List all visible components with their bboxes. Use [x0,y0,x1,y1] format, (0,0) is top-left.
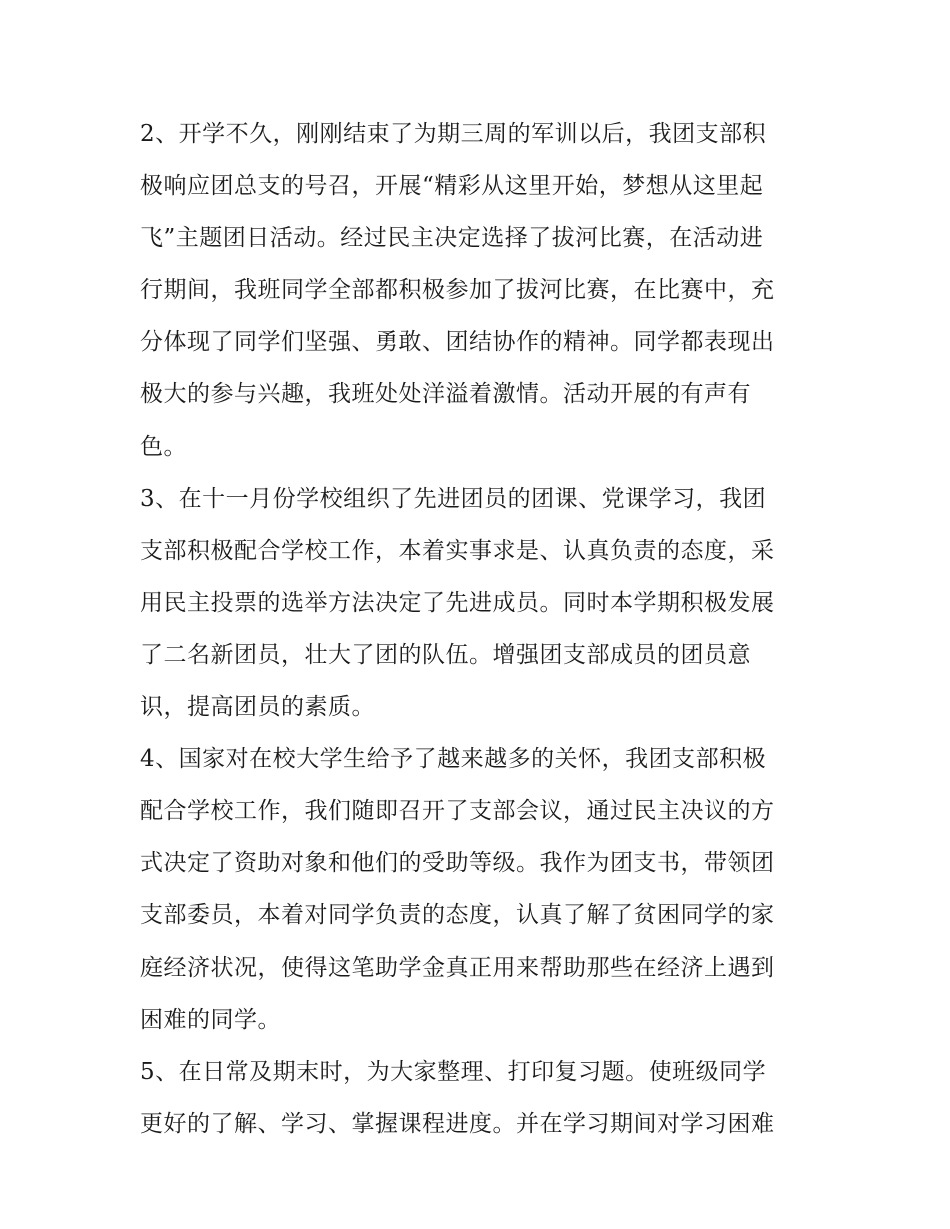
text-line: 了二名新团员，壮大了团的队伍。增强团支部成员的团员意 [140,641,751,668]
text-line: 飞”主题团日活动。经过民主决定选择了拔河比赛，在活动进 [140,225,764,252]
text-line: 用民主投票的选举方法决定了先进成员。同时本学期积极发展 [140,589,775,616]
text-line: 极响应团总支的号召，开展“精彩从这里开始，梦想从这里起 [140,173,764,200]
text-line: 支部积极配合学校工作，本着实事求是、认真负责的态度，采 [140,537,775,564]
text-line: 配合学校工作，我们随即召开了支部会议，通过民主决议的方 [140,798,775,825]
document-body [140,108,820,1150]
text-line: 分体现了同学们坚强、勇敢、团结协作的精神。同学都表现出 [140,329,775,356]
text-line: 困难的同学。 [140,1006,281,1033]
text-line: 2、开学不久，刚刚结束了为期三周的军训以后，我团支部积 [140,121,767,147]
text-line: 4、国家对在校大学生给予了越来越多的关怀，我团支部积极 [140,746,767,773]
text-line: 支部委员，本着对同学负责的态度，认真了解了贫困同学的家 [140,902,775,929]
text-line: 庭经济状况，使得这笔助学金真正用来帮助那些在经济上遇到 [140,954,775,981]
text-line: 3、在十一月份学校组织了先进团员的团课、党课学习，我团 [140,485,767,512]
text-line: 更好的了解、学习、掌握课程进度。并在学习期间对学习困难 [140,1110,775,1137]
text-line: 行期间，我班同学全部都积极参加了拔河比赛，在比赛中，充 [140,277,775,304]
text-line: 色。 [140,433,187,460]
text-line: 识，提高团员的素质。 [140,694,375,721]
text-line: 5、在日常及期末时，为大家整理、打印复习题。使班级同学 [140,1058,767,1085]
text-line: 式决定了资助对象和他们的受助等级。我作为团支书，带领团 [140,850,775,877]
text-line: 极大的参与兴趣，我班处处洋溢着激情。活动开展的有声有 [140,381,751,408]
